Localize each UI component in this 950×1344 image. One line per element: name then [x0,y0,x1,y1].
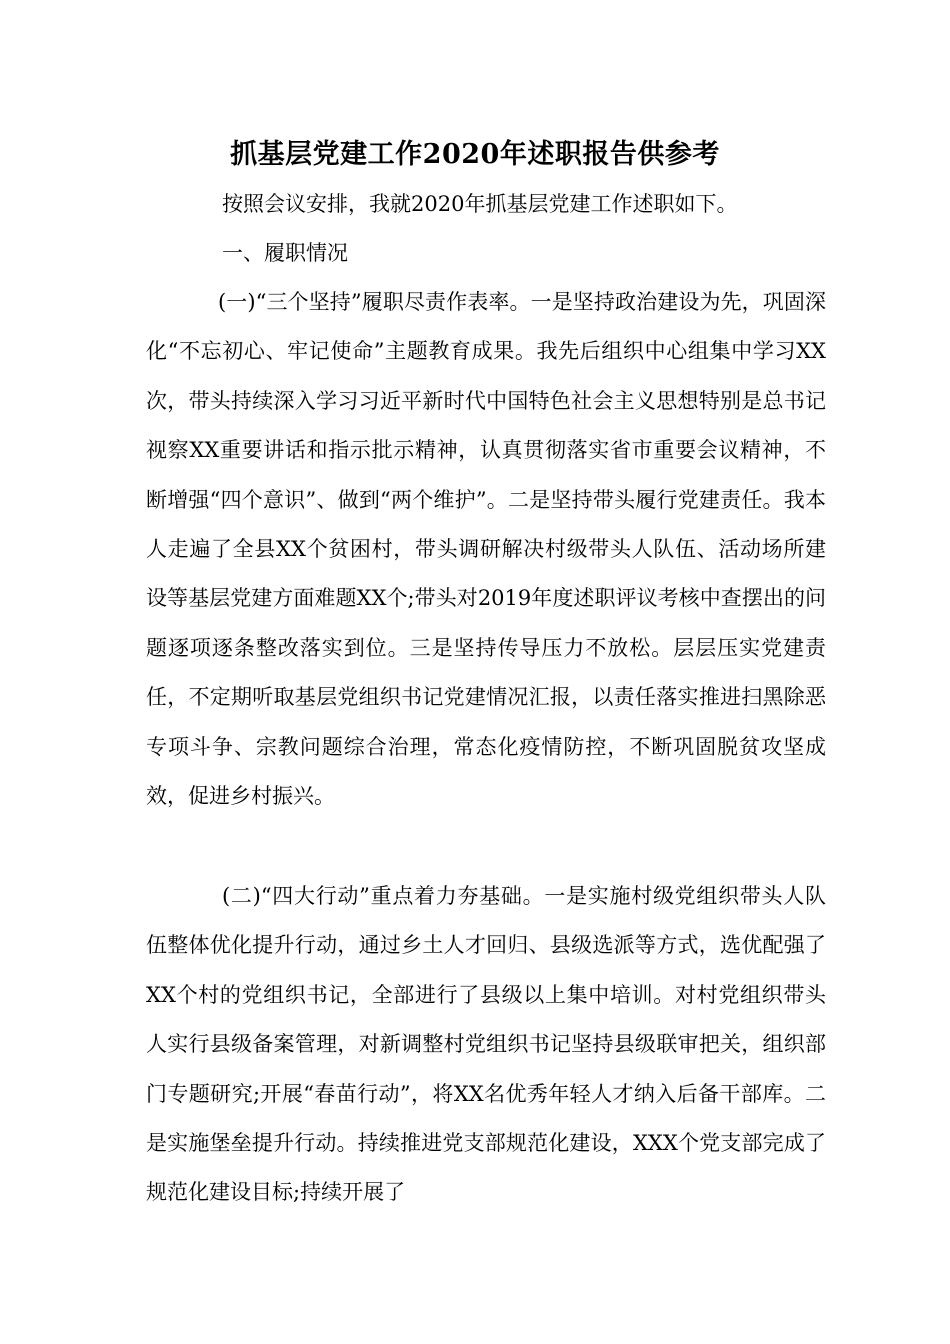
section-heading [146,229,826,278]
paragraph-text: (二)“四大行动”重点着力夯基础。一是实施村级党组织带头人队伍整体优化提升行动，通过乡土人才回归、县级选派等方式，选优配强了XX个村的党组织书记，全部进行了县级以上集中培训。对村党组织带头人实行县级备案管理，对新调整村党组织书记坚持县级联审把关，组织部门专题研究;开展“春苗行动”，将XX名优秀年轻人才纳入后备干部库。二是实施堡垒提升行动。持续推进党支部规范化建设，XXX个党支部完成了规范化建设目标;持续开展了 [146,884,826,1205]
intro-text: 按照会议安排，我就2020年抓基层党建工作述职如下。 [222,192,738,216]
section-heading-text: 一、履职情况 [222,241,348,265]
body-paragraph-2 [146,872,826,1218]
document-title: 抓基层党建工作2020年述职报告供参考 [230,139,720,170]
paragraph-text: (一)“三个坚持”履职尽责作表率。一是坚持政治建设为先，巩固深化“不忘初心、牢记使命”主题教育成果。我先后组织中心组集中学习XX次，带头持续深入学习习近平新时代中国特色社会主义思想特别是总书记视察XX重要讲话和指示批示精神，认真贯彻落实省市重要会议精神，不断增强“四个意识”、做到“两个维护”。二是坚持带头履行党建责任。我本人走遍了全县XX个贫困村，带头调研解决村级带头人队伍、活动场所建设等基层党建方面难题XX个;带头对2019年度述职评议考核中查摆出的问题逐项逐条整改落实到位。三是坚持传导压力不放松。层层压实党建责任，不定期听取基层党组织书记党建情况汇报，以责任落实推进扫黑除恶专项斗争、宗教问题综合治理，常态化疫情防控，不断巩固脱贫攻坚成效，促进乡村振兴。 [146,290,826,809]
body-paragraph-1 [146,278,826,821]
intro-paragraph [146,180,826,229]
